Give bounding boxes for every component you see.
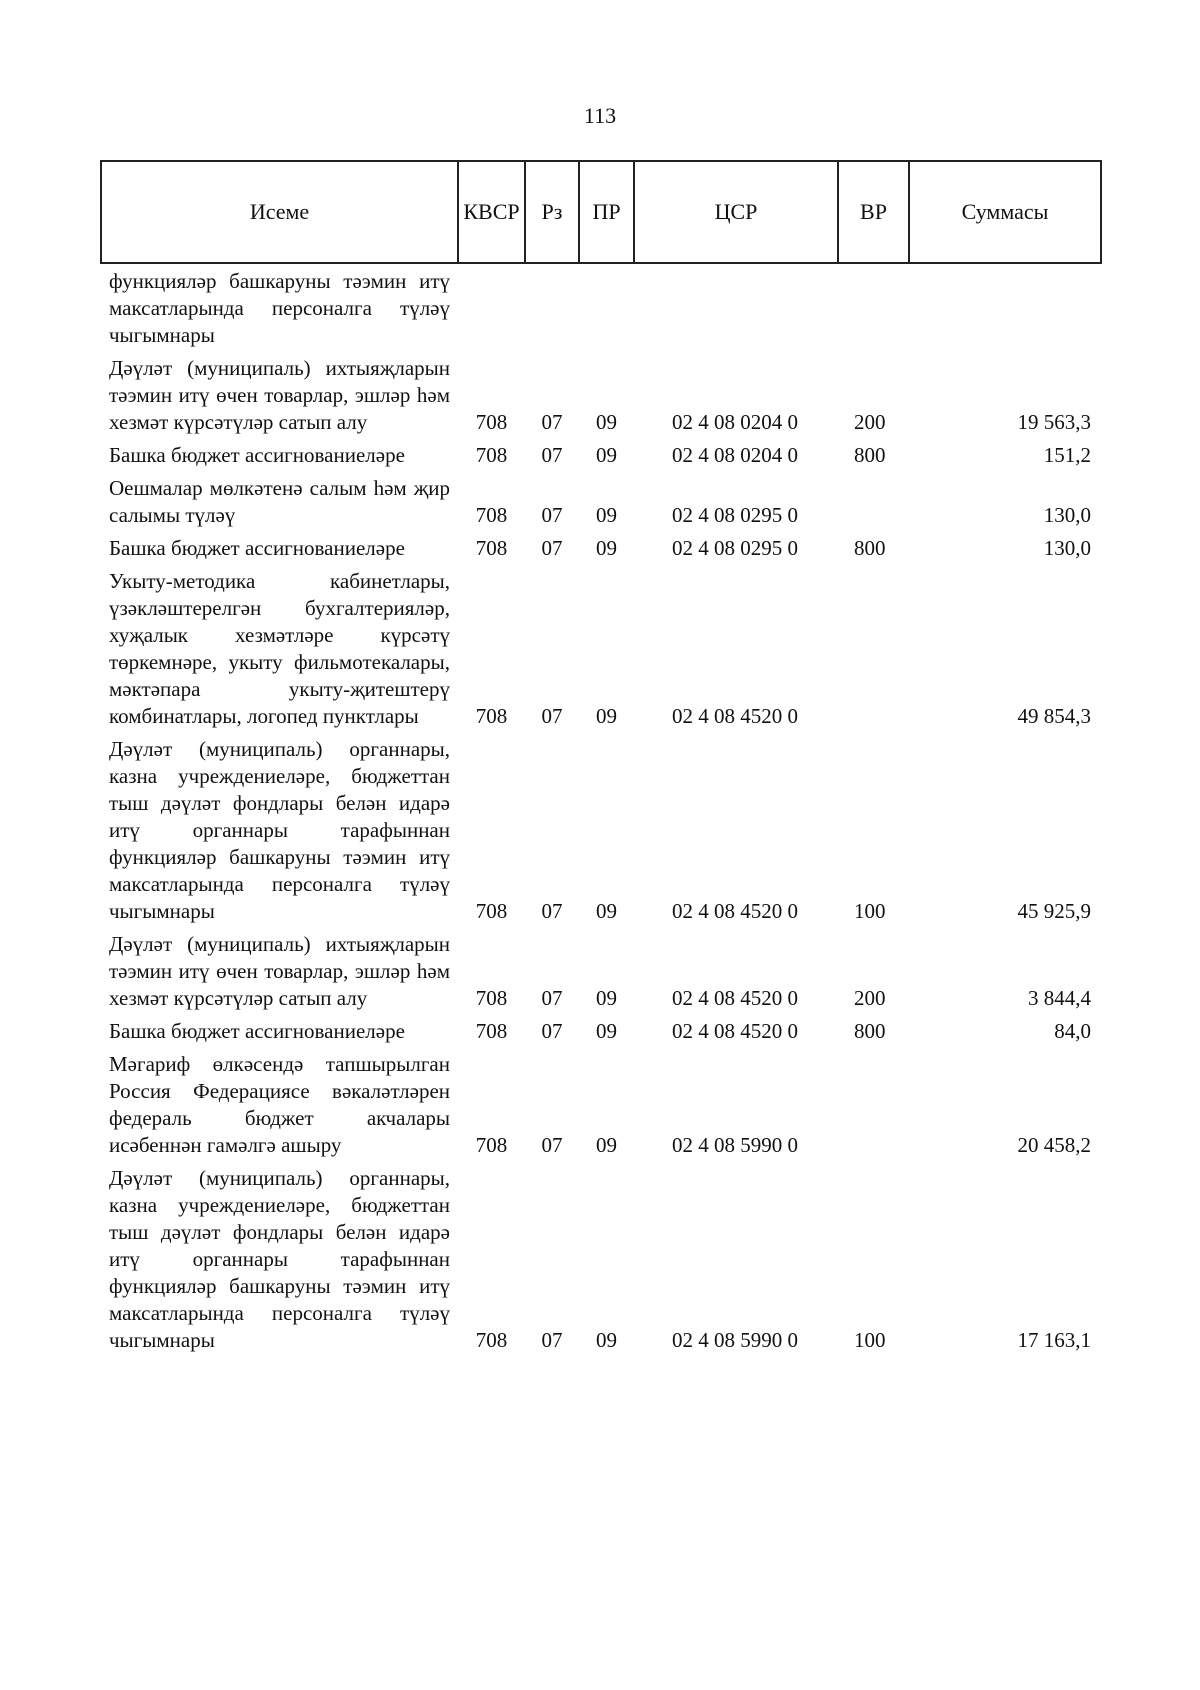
header-kvsr: КВСР (458, 161, 525, 263)
cell-pr: 09 (596, 1019, 617, 1043)
cell-kvsr: 708 (475, 704, 508, 728)
cell-kvsr: 708 (475, 1133, 508, 1157)
cell-kvsr: 708 (475, 410, 508, 434)
cell-pr: 09 (596, 410, 617, 434)
cell-rz: 07 (541, 1328, 563, 1352)
cell-kvsr: 708 (475, 986, 508, 1010)
cell-rz: 07 (541, 503, 563, 527)
cell-sum: 20 458,2 (1017, 1133, 1091, 1157)
cell-vr (838, 564, 909, 732)
cell-sum: 130,0 (1043, 503, 1091, 527)
cell-pr: 09 (596, 503, 617, 527)
cell-vr (838, 471, 909, 531)
cell-csr: 02 4 08 4520 0 (672, 986, 798, 1010)
table-row (101, 1014, 1101, 1047)
cell-vr: 800 (854, 1019, 886, 1043)
cell-rz: 07 (541, 1019, 563, 1043)
budget-table (100, 160, 1102, 1356)
cell-name: функцияләр башкаруны тәэмин итү максатларында персоналга түләү чыгымнары (109, 269, 450, 347)
cell-vr: 200 (854, 986, 886, 1010)
cell-name: Башка бюджет ассигнованиеләре (109, 1019, 405, 1043)
table-row (101, 564, 1101, 732)
cell-csr: 02 4 08 4520 0 (672, 1019, 798, 1043)
table-row (101, 531, 1101, 564)
cell-vr: 800 (854, 536, 886, 560)
header-sum: Суммасы (909, 161, 1101, 263)
cell-name: Оешмалар мөлкәтенә салым һәм җир салымы түләү (109, 476, 450, 527)
cell-pr: 09 (596, 899, 617, 923)
cell-kvsr: 708 (475, 1019, 508, 1043)
cell-vr (838, 263, 909, 351)
cell-rz: 07 (541, 704, 563, 728)
cell-csr: 02 4 08 0204 0 (672, 443, 798, 467)
cell-sum (909, 263, 1101, 351)
cell-sum: 3 844,4 (1028, 986, 1091, 1010)
cell-csr (634, 263, 838, 351)
cell-pr: 09 (596, 986, 617, 1010)
table-row (101, 438, 1101, 471)
cell-csr: 02 4 08 0295 0 (672, 536, 798, 560)
cell-sum: 49 854,3 (1017, 704, 1091, 728)
cell-kvsr: 708 (475, 443, 508, 467)
cell-csr: 02 4 08 5990 0 (672, 1133, 798, 1157)
table-header (101, 161, 1101, 263)
cell-vr: 200 (854, 410, 886, 434)
cell-pr: 09 (596, 443, 617, 467)
cell-kvsr: 708 (475, 503, 508, 527)
header-name: Исеме (101, 161, 458, 263)
table-row (101, 732, 1101, 927)
cell-pr (579, 263, 634, 351)
cell-name: Мәгариф өлкәсендә тапшырылган Россия Федерациясе вәкаләтләрен федераль бюджет акчалары исәбеннән гамәлгә ашыру (109, 1052, 450, 1157)
cell-name: Укыту-методика кабинетлары, үзәкләштерелгән бухгалтерияләр, хуҗалык хезмәтләре күрсәтү төркемнәре, укыту фильмотекалары, мәктәпара укыту-җитештерү комбинатлары, логопед пунктлары (109, 569, 450, 728)
cell-rz: 07 (541, 443, 563, 467)
cell-kvsr (458, 263, 525, 351)
header-vr: ВР (838, 161, 909, 263)
table-row (101, 351, 1101, 438)
cell-rz: 07 (541, 1133, 563, 1157)
cell-kvsr: 708 (475, 1328, 508, 1352)
cell-pr: 09 (596, 704, 617, 728)
table-row (101, 263, 1101, 351)
cell-name: Башка бюджет ассигнованиеләре (109, 443, 405, 467)
cell-pr: 09 (596, 536, 617, 560)
header-pr: ПР (579, 161, 634, 263)
cell-pr: 09 (596, 1133, 617, 1157)
cell-csr: 02 4 08 4520 0 (672, 704, 798, 728)
cell-sum: 130,0 (1043, 536, 1091, 560)
cell-name: Дәүләт (муниципаль) ихтыяҗларын тәэмин итү өчен товарлар, эшләр һәм хезмәт күрсәтүләр сатып алу (109, 356, 450, 434)
table-row (101, 1161, 1101, 1356)
cell-csr: 02 4 08 0204 0 (672, 410, 798, 434)
cell-pr: 09 (596, 1328, 617, 1352)
table-body (101, 263, 1101, 1356)
cell-sum: 45 925,9 (1017, 899, 1091, 923)
cell-name: Башка бюджет ассигнованиеләре (109, 536, 405, 560)
cell-name: Дәүләт (муниципаль) органнары, казна учреждениеләре, бюджеттан тыш дәүләт фондлары белән идарә итү органнары тарафыннан функцияләр башкаруны тәэмин итү максатларында персоналга түләү чыгымнары (109, 1166, 450, 1352)
header-csr: ЦСР (634, 161, 838, 263)
cell-vr (838, 1047, 909, 1161)
table-row (101, 471, 1101, 531)
cell-name: Дәүләт (муниципаль) органнары, казна учреждениеләре, бюджеттан тыш дәүләт фондлары белән идарә итү органнары тарафыннан функцияләр башкаруны тәэмин итү максатларында персоналга түләү чыгымнары (109, 737, 450, 923)
cell-name: Дәүләт (муниципаль) ихтыяҗларын тәэмин итү өчен товарлар, эшләр һәм хезмәт күрсәтүләр сатып алу (109, 932, 450, 1010)
header-rz: Рз (525, 161, 579, 263)
cell-sum: 84,0 (1054, 1019, 1091, 1043)
page-number: 113 (583, 103, 617, 128)
cell-rz: 07 (541, 410, 563, 434)
cell-csr: 02 4 08 4520 0 (672, 899, 798, 923)
cell-rz: 07 (541, 536, 563, 560)
cell-csr: 02 4 08 0295 0 (672, 503, 798, 527)
cell-csr: 02 4 08 5990 0 (672, 1328, 798, 1352)
table-row (101, 927, 1101, 1014)
cell-kvsr: 708 (475, 899, 508, 923)
cell-vr: 100 (854, 899, 886, 923)
cell-rz: 07 (541, 899, 563, 923)
table-row (101, 1047, 1101, 1161)
cell-sum: 19 563,3 (1017, 410, 1091, 434)
cell-rz (525, 263, 579, 351)
cell-kvsr: 708 (475, 536, 508, 560)
cell-rz: 07 (541, 986, 563, 1010)
cell-vr: 100 (854, 1328, 886, 1352)
cell-sum: 17 163,1 (1017, 1328, 1091, 1352)
cell-vr: 800 (854, 443, 886, 467)
cell-sum: 151,2 (1043, 443, 1091, 467)
